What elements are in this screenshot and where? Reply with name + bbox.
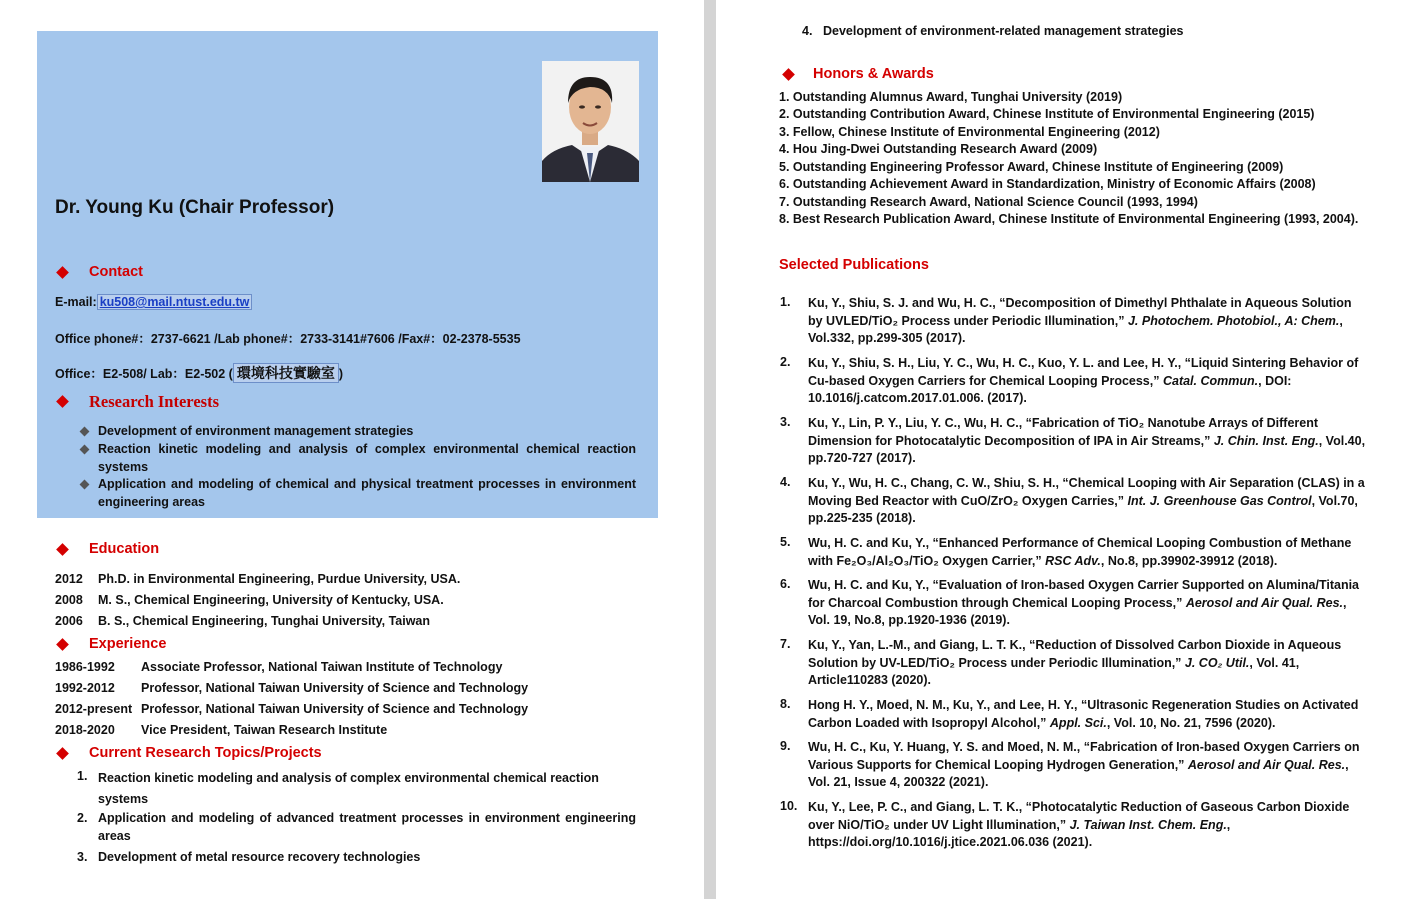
publication-number: 6. — [780, 577, 791, 591]
honor-item: 7. Outstanding Research Award, National Science Council (1993, 1994) — [779, 195, 1198, 209]
honors-heading: Honors & Awards — [813, 66, 934, 82]
publication-number: 1. — [780, 295, 791, 309]
publication-entry: Wu, H. C. and Ku, Y., “Evaluation of Iron-based Oxygen Carrier Supported on Alumina/Titania for Charcoal Combustion through Chemical Looping Process,” Aerosol and Air Qual. Res., Vol. 19, No.8, pp.1920-1936 (2019). — [808, 578, 1360, 627]
interest-item: Application and modeling of chemical and physical treatment processes in environment engineering areas — [98, 477, 636, 509]
education-text: M. S., Chemical Engineering, University of Kentucky, USA. — [98, 593, 444, 607]
bullet-diamond-icon — [56, 638, 69, 651]
phone-row: Office phone#：2737-6621 /Lab phone#：2733-3141#7606 /Fax#：02-2378-5535 — [55, 332, 521, 346]
experience-text: Associate Professor, National Taiwan Institute of Technology — [141, 660, 503, 674]
journal-name: J. CO₂ Util. — [1184, 655, 1250, 670]
publication-entry: Wu, H. C., Ku, Y. Huang, Y. S. and Moed, N. M., “Fabrication of Iron-based Oxygen Carriers on Various Supports for Chemical Looping Hydrogen Generation,” Aerosol and Air Qual. Res., Vol. 21, Issue 4, 200322 (2021). — [808, 740, 1360, 789]
experience-text: Vice President, Taiwan Research Institute — [141, 723, 388, 737]
journal-name: J. Taiwan Inst. Chem. Eng. — [1069, 817, 1227, 832]
document-page-right — [716, 0, 1415, 899]
bullet-diamond-icon — [782, 68, 795, 81]
education-year: 2012 — [55, 572, 83, 586]
publication-number: 9. — [780, 739, 791, 753]
journal-name: Appl. Sci. — [1049, 715, 1107, 730]
bullet-diamond-icon — [56, 747, 69, 760]
honor-item: 3. Fellow, Chinese Institute of Environmental Engineering (2012) — [779, 125, 1160, 139]
project-number: 1. — [77, 769, 88, 783]
publication-entry: Wu, H. C. and Ku, Y., “Enhanced Performance of Chemical Looping Combustion of Methane with Fe₂O₃/Al₂O₃/TiO₂ Oxygen Carrier,” RSC Adv., No.8, pp.39902-39912 (2018). — [808, 536, 1352, 568]
project-text: Application and modeling of advanced treatment processes in environment engineering areas — [98, 811, 636, 843]
page-gutter — [704, 0, 716, 899]
project-number: 4. — [802, 24, 813, 38]
journal-name: RSC Adv. — [1045, 553, 1101, 568]
publication-number: 3. — [780, 415, 791, 429]
publication-entry: Ku, Y., Shiu, S. J. and Wu, H. C., “Decomposition of Dimethyl Phthalate in Aqueous Solution by UVLED/TiO₂ Process under Periodic Illumination,” J. Photochem. Photobiol., A: Chem., Vol.332, pp.299-305 (2017). — [808, 296, 1352, 345]
publication-entry: Ku, Y., Shiu, S. H., Liu, Y. C., Wu, H. C., Kuo, Y. L. and Lee, H. Y., “Liquid Sintering Behavior of Cu-based Oxygen Carriers for Chemical Looping Process,” Catal. Commun., DOI: 10.1016/j.catcom.2017.01.006. (2017). — [808, 356, 1359, 405]
portrait-photo — [542, 61, 639, 182]
project-number: 3. — [77, 850, 88, 864]
interest-item: Development of environment management strategies — [98, 424, 414, 438]
publication-number: 8. — [780, 697, 791, 711]
honor-item: 1. Outstanding Alumnus Award, Tunghai University (2019) — [779, 90, 1123, 104]
publication-entry: Ku, Y., Lin, P. Y., Liu, Y. C., Wu, H. C., “Fabrication of TiO₂ Nanotube Arrays of Different Dimension for Photocatalytic Decomposition of IPA in Air Streams,” J. Chin. Inst. Eng., Vol.40, pp.720-727 (2017). — [808, 416, 1366, 465]
experience-period: 2012-present — [55, 702, 133, 716]
education-year: 2006 — [55, 614, 83, 628]
research-interests-heading: Research Interests — [89, 392, 219, 411]
honor-item: 6. Outstanding Achievement Award in Standardization, Ministry of Economic Affairs (2008) — [779, 177, 1316, 191]
publication-entry: Ku, Y., Wu, H. C., Chang, C. W., Shiu, S. H., “Chemical Looping with Air Separation (CLAS) in a Moving Bed Reactor with CuO/ZrO₂ Oxygen Carries,” Int. J. Greenhouse Gas Control, Vol.70, pp.225-235 (2018). — [808, 476, 1365, 525]
publication-number: 7. — [780, 637, 791, 651]
lab-name: 環境科技實驗室 — [233, 363, 339, 383]
publications-heading: Selected Publications — [779, 257, 929, 273]
projects-heading: Current Research Topics/Projects — [89, 745, 322, 761]
email-label: E-mail: — [55, 295, 97, 309]
experience-heading: Experience — [89, 636, 167, 652]
education-text: B. S., Chemical Engineering, Tunghai University, Taiwan — [98, 614, 431, 628]
profile-name-title: Dr. Young Ku (Chair Professor) — [55, 197, 335, 218]
honor-item: 8. Best Research Publication Award, Chinese Institute of Environmental Engineering (1993, 2004). — [779, 212, 1359, 226]
project-text: Reaction kinetic modeling and analysis of complex environmental chemical reaction systems — [98, 771, 599, 806]
journal-name: Catal. Commun. — [1162, 373, 1259, 388]
project-text: Development of metal resource recovery technologies — [98, 850, 421, 864]
experience-text: Professor, National Taiwan University of Science and Technology — [141, 681, 529, 695]
office-suffix: ) — [338, 367, 344, 381]
experience-period: 1986-1992 — [55, 660, 115, 674]
office-prefix: Office：E2-508/ Lab：E2-502 ( — [55, 367, 233, 381]
education-heading: Education — [89, 541, 160, 557]
education-text: Ph.D. in Environmental Engineering, Purdue University, USA. — [98, 572, 461, 586]
honor-item: 4. Hou Jing-Dwei Outstanding Research Award (2009) — [779, 142, 1098, 156]
bullet-diamond-icon — [56, 543, 69, 556]
honor-item: 5. Outstanding Engineering Professor Award, Chinese Institute of Engineering (2009) — [779, 160, 1284, 174]
publication-entry: Hong H. Y., Moed, N. M., Ku, Y., and Lee, H. Y., “Ultrasonic Regeneration Studies on Activated Carbon Loaded with Isopropyl Alcohol,” Appl. Sci., Vol. 10, No. 21, 7596 (2020). — [808, 698, 1359, 730]
document-page-left — [0, 0, 704, 899]
interest-item: Reaction kinetic modeling and analysis of complex environmental chemical reaction systems — [98, 442, 636, 474]
journal-name: J. Chin. Inst. Eng. — [1213, 433, 1319, 448]
project-text: Development of environment-related management strategies — [823, 24, 1184, 38]
publication-number: 2. — [780, 355, 791, 369]
project-number: 2. — [77, 811, 88, 825]
education-year: 2008 — [55, 593, 83, 607]
journal-name: J. Photochem. Photobiol., A: Chem. — [1127, 313, 1340, 328]
experience-text: Professor, National Taiwan University of Science and Technology — [141, 702, 529, 716]
experience-period: 1992-2012 — [55, 681, 115, 695]
office-row — [55, 363, 343, 383]
journal-name: Aerosol and Air Qual. Res. — [1187, 757, 1346, 772]
contact-heading: Contact — [89, 264, 143, 280]
publication-entry: Ku, Y., Lee, P. C., and Giang, L. T. K., “Photocatalytic Reduction of Gaseous Carbon Dioxide over NiO/TiO₂ under UV Light Illumination,” J. Taiwan Inst. Chem. Eng., https://doi.org/10.1016/j.jtice.2021.06.036 (2021). — [808, 800, 1350, 849]
journal-name: Aerosol and Air Qual. Res. — [1185, 595, 1344, 610]
publication-number: 10. — [780, 799, 798, 813]
honor-item: 2. Outstanding Contribution Award, Chinese Institute of Environmental Engineering (2015) — [779, 107, 1315, 121]
publication-entry: Ku, Y., Yan, L.-M., and Giang, L. T. K., “Reduction of Dissolved Carbon Dioxide in Aqueous Solution by UV-LED/TiO₂ Process under Periodic Illumination,” J. CO₂ Util., Vol. 41, Article110283 (2020). — [808, 638, 1342, 687]
publication-number: 4. — [780, 475, 791, 489]
experience-period: 2018-2020 — [55, 723, 115, 737]
publication-number: 5. — [780, 535, 791, 549]
journal-name: Int. J. Greenhouse Gas Control — [1127, 493, 1312, 508]
email-row — [55, 295, 252, 309]
email-link[interactable]: ku508@mail.ntust.edu.tw — [97, 294, 253, 310]
